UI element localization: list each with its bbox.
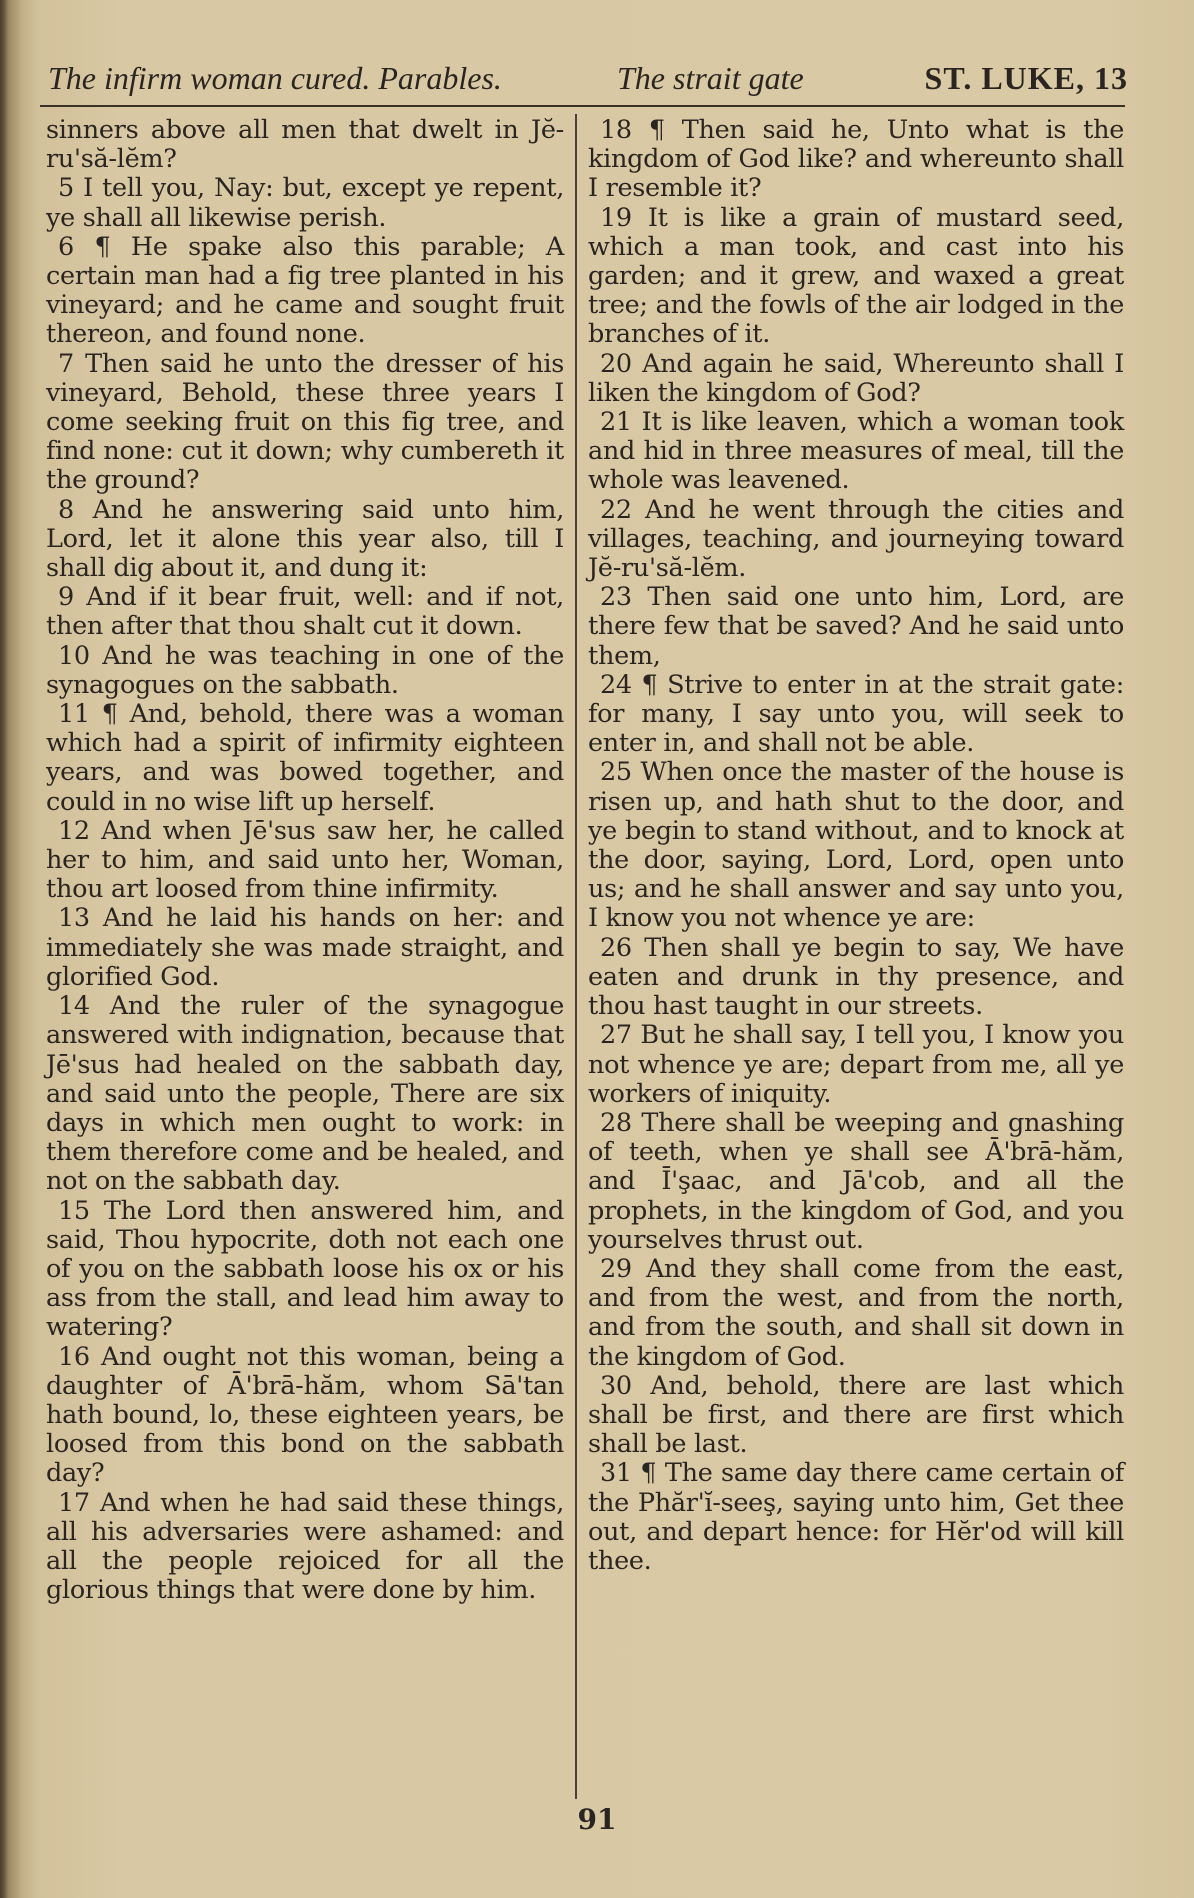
page-number: 91 <box>577 1803 617 1836</box>
binding-shadow <box>0 0 8 1898</box>
column-divider <box>575 114 577 1799</box>
left-column <box>46 116 564 1605</box>
verse: 16 And ought not this woman, being a daughter of Ā'brā-hăm, whom Sā'tan hath bound, lo, these eighteen years, be loosed from this bond on the sabbath day? <box>46 1341 564 1489</box>
verse: 17 And when he had said these things, all his adversaries were ashamed: and all the people rejoiced for all the glorious things that were done by him. <box>46 1487 564 1606</box>
header-section-2: The strait gate <box>617 60 804 96</box>
verse: 18 ¶ Then said he, Unto what is the kingdom of God like? and whereunto shall I resemble it? <box>588 115 1124 204</box>
verse: 11 ¶ And, behold, there was a woman which had a spirit of infirmity eighteen years, and was bowed together, and could in no wise lift up herself. <box>46 699 564 817</box>
header-rule <box>40 105 1125 107</box>
verse: 27 But he shall say, I tell you, I know you not whence ye are; depart from me, all ye workers of iniquity. <box>588 1020 1124 1109</box>
verse: 26 Then shall ye begin to say, We have eaten and drunk in thy presence, and thou hast taught in our streets. <box>588 932 1124 1022</box>
verse: 7 Then said he unto the dresser of his vineyard, Behold, these three years I come seeking fruit on this fig tree, and find none: cut it down; why cumbereth it the ground? <box>46 348 564 496</box>
right-column <box>588 116 1124 1576</box>
verse: 20 And again he said, Whereunto shall I liken the kingdom of God? <box>588 348 1124 408</box>
verse: 29 And they shall come from the east, and from the west, and from the north, and from the south, and shall sit down in the kingdom of God. <box>588 1253 1124 1372</box>
header-book-chapter: ST. LUKE, 13 <box>924 60 1128 96</box>
verse: 15 The Lord then answered him, and said, Thou hypocrite, doth not each one of you on the sabbath loose his ox or his ass from the stall, and lead him away to watering? <box>46 1195 564 1343</box>
verse: 24 ¶ Strive to enter in at the strait gate: for many, I say unto you, will seek to enter in, and shall not be able. <box>588 669 1124 759</box>
verse: 10 And he was teaching in one of the synagogues on the sabbath. <box>46 640 564 700</box>
verse: sinners above all men that dwelt in Jĕ-ru'să-lĕm? <box>46 115 564 175</box>
running-header <box>44 60 1128 100</box>
header-section-1: The infirm woman cured. Parables. <box>48 60 502 96</box>
verse: 13 And he laid his hands on her: and immediately she was made straight, and glorified God. <box>46 903 564 992</box>
verse: 22 And he went through the cities and villages, teaching, and journeying toward Jĕ-ru'să-lĕm. <box>588 494 1124 584</box>
verse: 6 ¶ He spake also this parable; A certain man had a fig tree planted in his vineyard; and he came and sought fruit thereon, and found none. <box>46 231 564 350</box>
verse: 9 And if it bear fruit, well: and if not, then after that thou shalt cut it down. <box>46 582 564 642</box>
verse: 19 It is like a grain of mustard seed, which a man took, and cast into his garden; and it grew, and waxed a great tree; and the fowls of the air lodged in the branches of it. <box>588 202 1124 350</box>
verse: 25 When once the master of the house is risen up, and hath shut to the door, and ye begin to stand without, and to knock at the door, saying, Lord, Lord, open unto us; and he shall answer and say unto you, I know you not whence ye are: <box>588 757 1124 934</box>
verse: 12 And when Jē'sus saw her, he called her to him, and said unto her, Woman, thou art loosed from thine infirmity. <box>46 815 564 905</box>
verse: 31 ¶ The same day there came certain of the Phăr'ĭ-seeş, saying unto him, Get thee out, and depart hence: for Hĕr'od will kill thee. <box>588 1458 1124 1576</box>
verse: 21 It is like leaven, which a woman took and hid in three measures of meal, till the whole was leavened. <box>588 407 1124 496</box>
verse: 23 Then said one unto him, Lord, are there few that be saved? And he said unto them, <box>588 582 1124 671</box>
verse: 30 And, behold, there are last which shall be first, and there are first which shall be last. <box>588 1370 1124 1460</box>
verse: 5 I tell you, Nay: but, except ye repent, ye shall all likewise perish. <box>46 173 564 233</box>
verse: 14 And the ruler of the synagogue answered with indignation, because that Jē'sus had healed on the sabbath day, and said unto the people, There are six days in which men ought to work: in them therefore come and be healed, and not on the sabbath day. <box>46 991 564 1197</box>
verse: 28 There shall be weeping and gnashing of teeth, when ye shall see Ā'brā-hăm, and Ī'şaac, and Jā'cob, and all the prophets, in the kingdom of God, and you yourselves thrust out. <box>588 1107 1124 1255</box>
verse: 8 And he answering said unto him, Lord, let it alone this year also, till I shall dig about it, and dung it: <box>46 494 564 584</box>
